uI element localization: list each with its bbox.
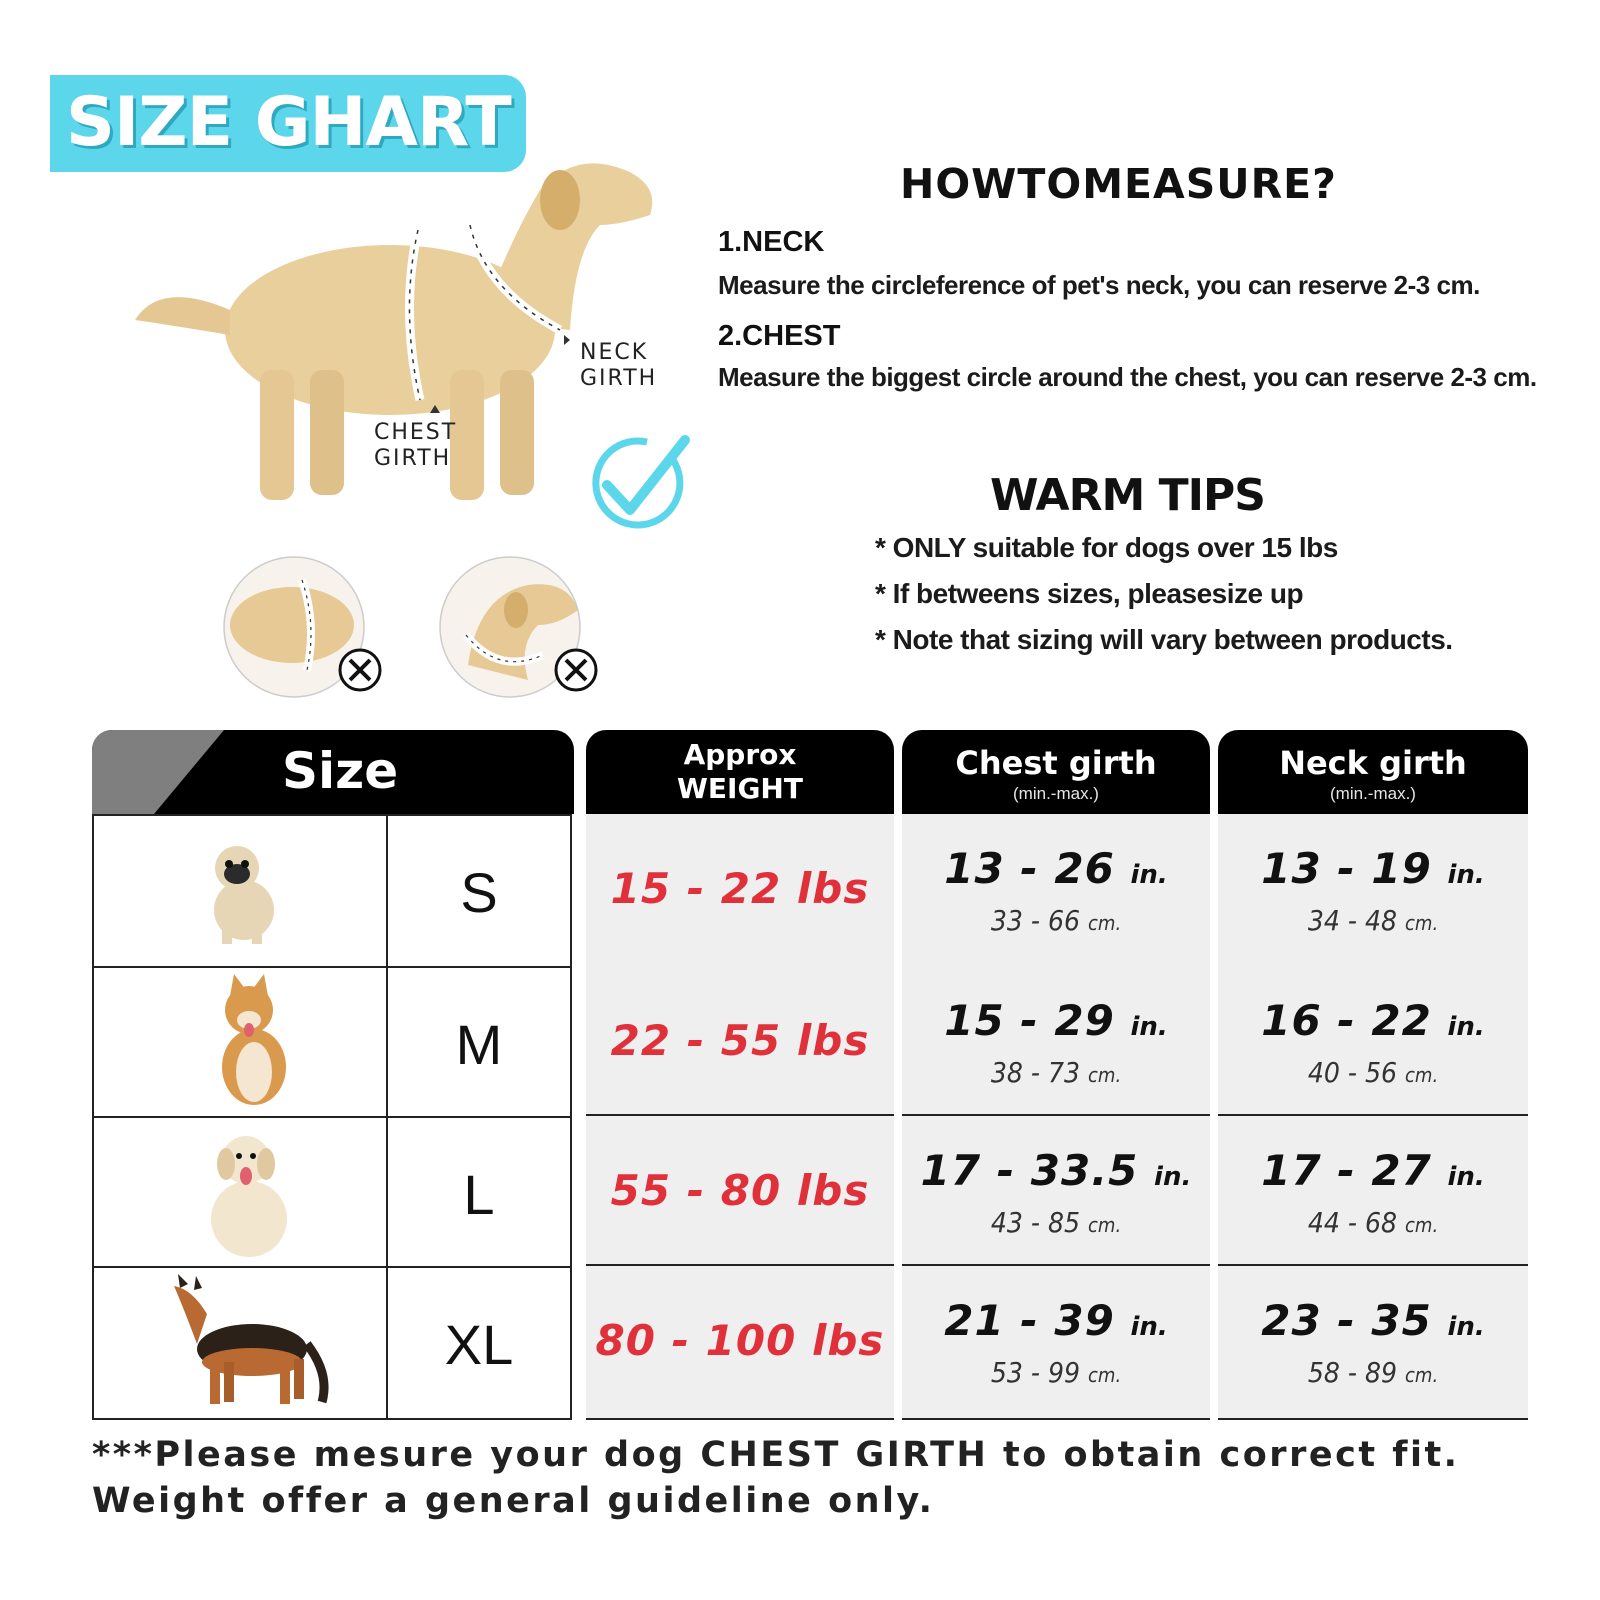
chest-cell: 21 - 39 in. 53 - 99 cm. — [902, 1266, 1210, 1420]
size-table — [92, 730, 1532, 1422]
chest-cell: 17 - 33.5 in. 43 - 85 cm. — [902, 1116, 1210, 1266]
chest-cell: 13 - 26 in. 33 - 66 cm. — [902, 814, 1210, 968]
cross-circle-icon — [556, 650, 596, 690]
step-chest-heading: 2.CHEST — [718, 320, 841, 352]
dog-image-cell — [92, 1116, 388, 1268]
german-shepherd-image — [162, 1274, 332, 1414]
shiba-image — [194, 972, 314, 1112]
checkmark-circle-icon — [585, 430, 695, 540]
footer-note — [92, 1432, 1572, 1524]
footer-line-1: ***Please mesure your dog CHEST GIRTH to obtain correct fit. — [92, 1435, 1460, 1475]
neck-cell: 16 - 22 in. 40 - 56 cm. — [1218, 966, 1528, 1116]
weight-cell: 55 - 80 lbs — [586, 1116, 894, 1266]
neck-girth-header: Neck girth (min.-max.) — [1218, 730, 1528, 814]
dog-image-cell — [92, 1266, 388, 1420]
weight-cell: 15 - 22 lbs — [586, 814, 894, 968]
step-chest-text: Measure the biggest circle around the chest, you can reserve 2-3 cm. — [718, 362, 1537, 392]
chest-girth-label: CHEST GIRTH — [374, 420, 458, 471]
chest-girth-header: Chest girth (min.-max.) — [902, 730, 1210, 814]
neck-girth-label: NECK GIRTH — [580, 340, 658, 391]
warm-tips-title: WARM TIPS — [990, 470, 1265, 521]
weight-cell: 22 - 55 lbs — [586, 966, 894, 1116]
dog-image-cell — [92, 814, 388, 968]
page-title: SIZE GHART — [66, 83, 511, 162]
tip-item: * If betweens sizes, pleasesize up — [875, 578, 1304, 609]
labrador-image — [184, 1124, 314, 1264]
neck-cell: 13 - 19 in. 34 - 48 cm. — [1218, 814, 1528, 968]
chest-cell: 15 - 29 in. 38 - 73 cm. — [902, 966, 1210, 1116]
wrong-chest-example — [222, 555, 387, 705]
size-cell: S — [386, 814, 572, 968]
tip-item: * ONLY suitable for dogs over 15 lbs — [875, 532, 1338, 563]
step-neck-text: Measure the circleference of pet's neck, you can reserve 2-3 cm. — [718, 270, 1480, 300]
pug-image — [182, 830, 302, 950]
wrong-neck-example — [438, 555, 603, 705]
weight-cell: 80 - 100 lbs — [586, 1266, 894, 1420]
how-to-measure-title: HOWTOMEASURE? — [900, 160, 1337, 208]
size-cell: M — [386, 966, 572, 1118]
size-cell: L — [386, 1116, 572, 1268]
size-cell: XL — [386, 1266, 572, 1420]
size-header: Size — [92, 730, 574, 814]
weight-header: Approx WEIGHT — [586, 730, 894, 814]
neck-cell: 17 - 27 in. 44 - 68 cm. — [1218, 1116, 1528, 1266]
cross-circle-icon — [340, 650, 380, 690]
tip-item: * Note that sizing will vary between products. — [875, 624, 1453, 655]
neck-cell: 23 - 35 in. 58 - 89 cm. — [1218, 1266, 1528, 1420]
footer-line-2: Weight offer a general guideline only. — [92, 1481, 935, 1521]
step-neck-heading: 1.NECK — [718, 226, 825, 258]
dog-image-cell — [92, 966, 388, 1118]
